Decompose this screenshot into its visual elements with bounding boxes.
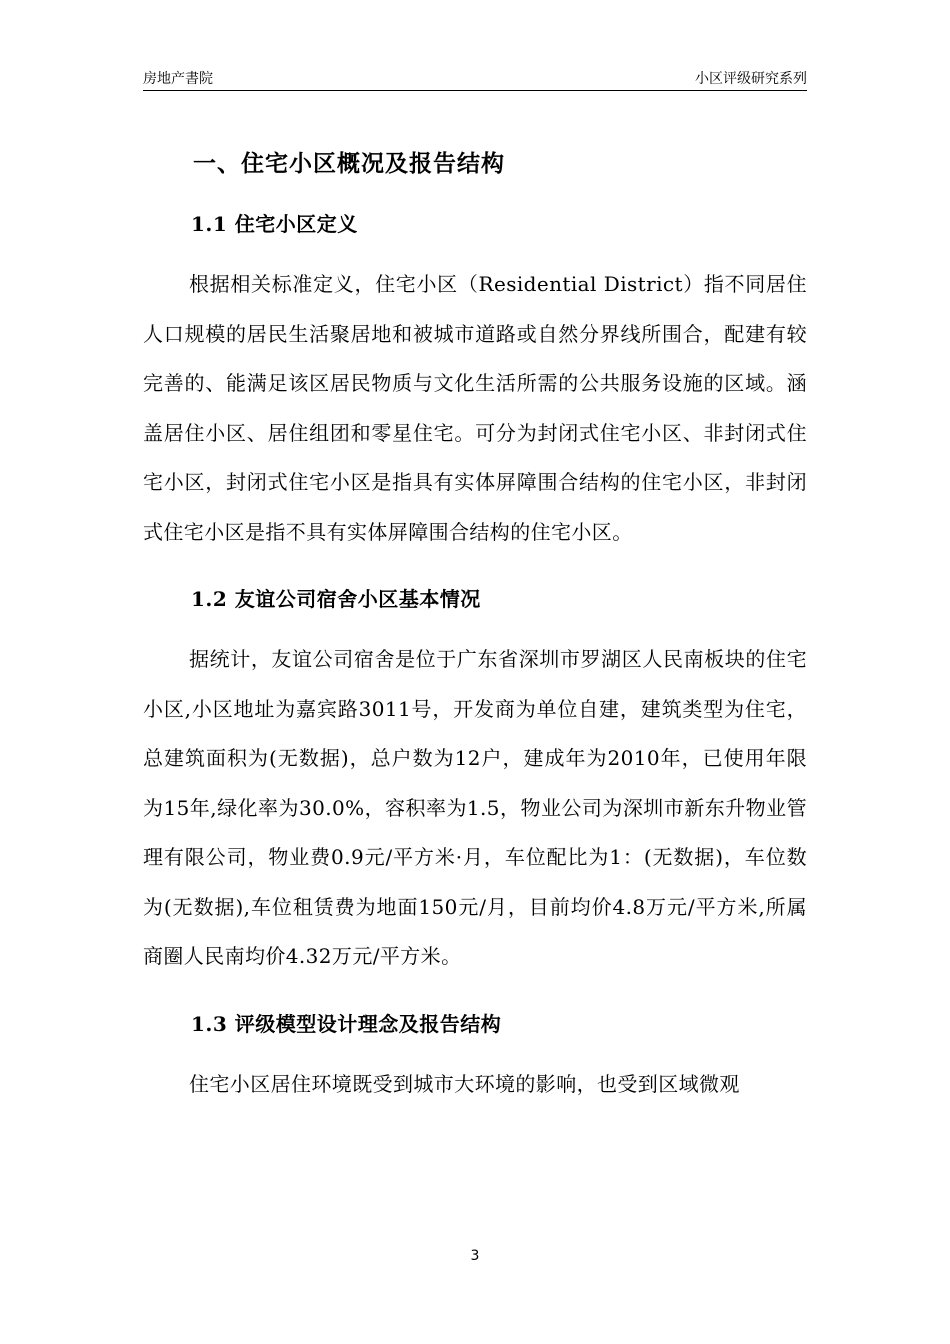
subsection-title-1-3: 1.3 评级模型设计理念及报告结构 bbox=[191, 1011, 502, 1036]
section-title: 一、住宅小区概况及报告结构 bbox=[193, 150, 505, 177]
subsection-title-1-2: 1.2 友谊公司宿舍小区基本情况 bbox=[191, 587, 481, 611]
page-header bbox=[143, 64, 807, 91]
paragraph-basic-info: 据统计，友谊公司宿舍是位于广东省深圳市罗湖区人民南板块的住宅小区,小区地址为嘉宾路3011号，开发商为单位自建，建筑类型为住宅，总建筑面积为(无数据)，总户数为12户，建成年为2010年，已使用年限为15年,绿化率为30.0%，容积率为1.5，物业公司为深圳市新东升物业管理有限公司，物业费0.9元/平方米·月，车位配比为1：(无数据)，车位数为(无数据),车位租赁费为地面150元/月，目前均价4.8万元/平方米,所属商圈人民南均价4.32万元/平方米。 bbox=[143, 647, 807, 968]
page-number: 3 bbox=[470, 1248, 480, 1264]
subsection-title-1-1: 1.1 住宅小区定义 bbox=[191, 212, 358, 236]
paragraph-model-design: 住宅小区居住环境既受到城市大环境的影响，也受到区域微观 bbox=[189, 1071, 740, 1096]
header-series-title: 小区评级研究系列 bbox=[695, 71, 807, 87]
paragraph-definition: 根据相关标准定义，住宅小区（Residential District）指不同居住人口规模的居民生活聚居地和被城市道路或自然分界线所围合，配建有较完善的、能满足该区居民物质与文化生活所需的公共服务设施的区域。涵盖居住小区、居住组团和零星住宅。可分为封闭式住宅小区、非封闭式住宅小区，封闭式住宅小区是指具有实体屏障围合结构的住宅小区，非封闭式住宅小区是指不具有实体屏障围合结构的住宅小区。 bbox=[143, 272, 807, 544]
page-content bbox=[143, 138, 807, 1109]
header-publisher: 房地产書院 bbox=[143, 71, 213, 87]
